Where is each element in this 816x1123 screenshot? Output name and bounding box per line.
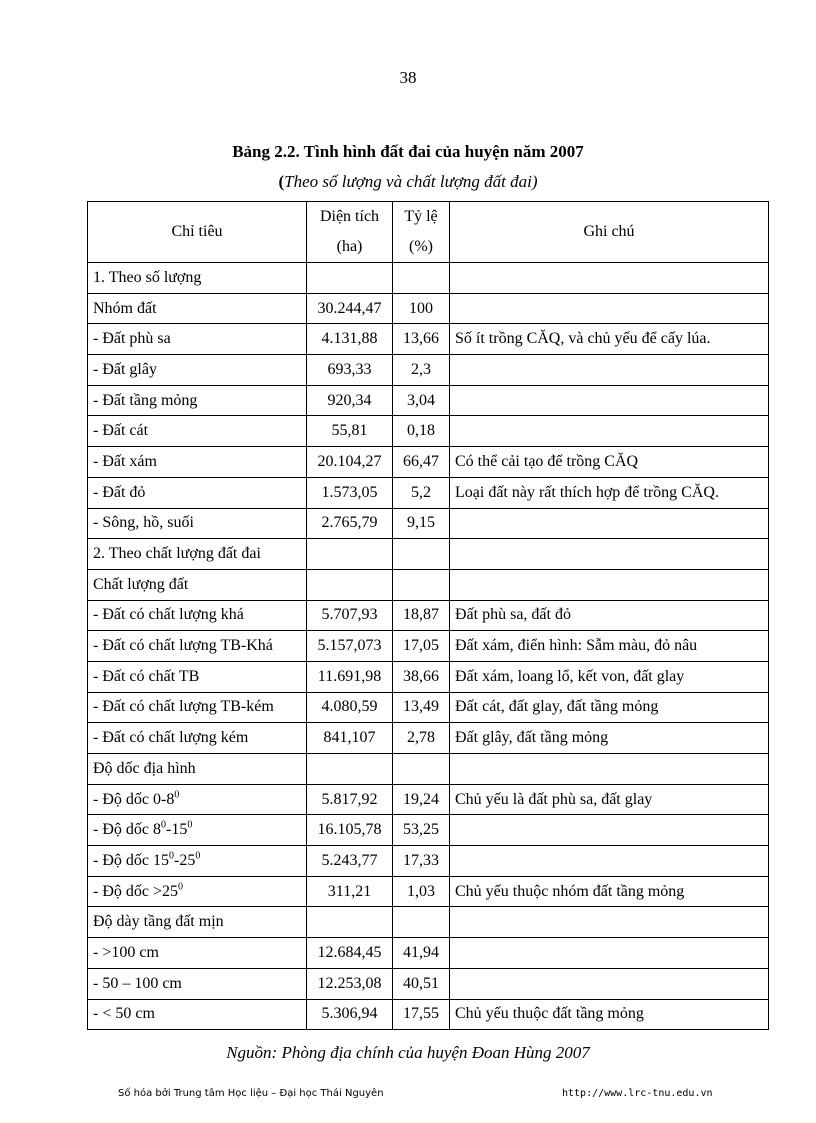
cell-indicator xyxy=(88,447,307,478)
degree-superscript: 0 xyxy=(187,819,193,831)
land-table xyxy=(87,201,769,1030)
table-row xyxy=(88,385,769,416)
table-row xyxy=(88,876,769,907)
cell-note xyxy=(450,385,769,416)
indicator-text: - Độ dốc 8 xyxy=(93,821,161,839)
indicator-text: - Đất đỏ xyxy=(93,483,146,501)
cell-area: 5.306,94 xyxy=(307,999,393,1030)
cell-indicator xyxy=(88,385,307,416)
indicator-text: - Đất glây xyxy=(93,360,157,378)
cell-area: 2.765,79 xyxy=(307,508,393,539)
header-ratio-line1: Tỷ lệ xyxy=(404,208,438,225)
footer-left: Số hóa bởi Trung tâm Học liệu – Đại học Thái Nguyên xyxy=(118,1088,384,1099)
cell-note: Đất cát, đất glay, đất tầng mỏng xyxy=(450,692,769,723)
cell-area: 16.105,78 xyxy=(307,815,393,846)
degree-superscript: 0 xyxy=(174,789,180,801)
cell-note: Chủ yếu thuộc nhóm đất tầng mỏng xyxy=(450,876,769,907)
cell-note xyxy=(450,846,769,877)
cell-ratio: 53,25 xyxy=(393,815,450,846)
cell-area xyxy=(307,754,393,785)
indicator-text: - 50 – 100 cm xyxy=(93,974,182,992)
cell-ratio: 17,05 xyxy=(393,631,450,662)
subtitle-open-paren: ( xyxy=(278,172,285,191)
cell-area xyxy=(307,569,393,600)
indicator-text: - >100 cm xyxy=(93,943,159,961)
table-row xyxy=(88,263,769,294)
cell-area: 20.104,27 xyxy=(307,447,393,478)
cell-ratio: 18,87 xyxy=(393,600,450,631)
cell-indicator xyxy=(88,968,307,999)
indicator-text: - Đất có chất lượng TB-Khá xyxy=(93,637,273,655)
indicator-text: - Đất có chất lượng kém xyxy=(93,729,249,747)
indicator-text: Độ dày tầng đất mịn xyxy=(93,913,224,931)
indicator-text: 2. Theo chất lượng đất đai xyxy=(93,545,261,563)
indicator-text: Độ dốc địa hình xyxy=(93,759,196,777)
cell-area: 311,21 xyxy=(307,876,393,907)
indicator-text: - Đất có chất lượng TB-kém xyxy=(93,698,274,716)
table-row xyxy=(88,293,769,324)
cell-indicator xyxy=(88,784,307,815)
cell-indicator xyxy=(88,723,307,754)
cell-ratio: 13,66 xyxy=(393,324,450,355)
cell-note xyxy=(450,416,769,447)
cell-area xyxy=(307,263,393,294)
table-row xyxy=(88,600,769,631)
cell-note: Loại đất này rất thích hợp để trồng CĂQ. xyxy=(450,477,769,508)
cell-indicator xyxy=(88,569,307,600)
cell-area: 5.817,92 xyxy=(307,784,393,815)
table-row xyxy=(88,631,769,662)
cell-indicator xyxy=(88,999,307,1030)
table-row xyxy=(88,968,769,999)
table-row xyxy=(88,324,769,355)
cell-indicator xyxy=(88,477,307,508)
cell-ratio: 5,2 xyxy=(393,477,450,508)
cell-indicator xyxy=(88,293,307,324)
cell-indicator xyxy=(88,324,307,355)
cell-ratio: 66,47 xyxy=(393,447,450,478)
cell-indicator xyxy=(88,355,307,386)
cell-note xyxy=(450,508,769,539)
cell-indicator xyxy=(88,508,307,539)
cell-area: 5.707,93 xyxy=(307,600,393,631)
indicator-text: - Đất có chất lượng khá xyxy=(93,606,244,624)
cell-area: 841,107 xyxy=(307,723,393,754)
table-row xyxy=(88,416,769,447)
indicator-text: - Độ dốc 0-8 xyxy=(93,790,175,808)
degree-superscript: 0 xyxy=(195,850,201,862)
indicator-text: Chất lượng đất xyxy=(93,575,189,593)
cell-ratio xyxy=(393,754,450,785)
cell-ratio: 2,3 xyxy=(393,355,450,386)
table-row xyxy=(88,508,769,539)
cell-area: 4.080,59 xyxy=(307,692,393,723)
table-row xyxy=(88,754,769,785)
header-indicator: Chỉ tiêu xyxy=(88,202,307,263)
table-row xyxy=(88,692,769,723)
table-header xyxy=(88,202,769,263)
cell-note: Đất glây, đất tầng mỏng xyxy=(450,723,769,754)
cell-note xyxy=(450,293,769,324)
table-row xyxy=(88,846,769,877)
table-row xyxy=(88,447,769,478)
cell-ratio: 1,03 xyxy=(393,876,450,907)
cell-ratio: 9,15 xyxy=(393,508,450,539)
table-row xyxy=(88,661,769,692)
table-row xyxy=(88,938,769,969)
indicator-text: - Đất tầng mỏng xyxy=(93,391,198,409)
cell-indicator xyxy=(88,539,307,570)
indicator-text: - Đất xám xyxy=(93,452,157,470)
indicator-text-mid: -15 xyxy=(165,821,188,839)
cell-area: 920,34 xyxy=(307,385,393,416)
cell-note xyxy=(450,968,769,999)
cell-ratio: 38,66 xyxy=(393,661,450,692)
table-subtitle xyxy=(0,172,816,192)
cell-ratio: 17,33 xyxy=(393,846,450,877)
table-row xyxy=(88,784,769,815)
page-number: 38 xyxy=(399,68,417,87)
cell-note: Đất phù sa, đất đỏ xyxy=(450,600,769,631)
indicator-text: - Đất phù sa xyxy=(93,330,171,348)
header-area xyxy=(307,202,393,263)
cell-ratio xyxy=(393,539,450,570)
cell-note: Chủ yếu thuộc đất tầng mỏng xyxy=(450,999,769,1030)
cell-area: 11.691,98 xyxy=(307,661,393,692)
cell-indicator xyxy=(88,600,307,631)
cell-ratio: 3,04 xyxy=(393,385,450,416)
indicator-text: - Độ dốc 15 xyxy=(93,851,169,869)
subtitle-text: Theo số lượng và chất lượng đất đai) xyxy=(284,172,538,191)
cell-area: 1.573,05 xyxy=(307,477,393,508)
indicator-text: - < 50 cm xyxy=(93,1005,155,1023)
cell-ratio: 100 xyxy=(393,293,450,324)
cell-note xyxy=(450,938,769,969)
cell-indicator xyxy=(88,938,307,969)
table-row xyxy=(88,815,769,846)
table-row xyxy=(88,907,769,938)
header-ratio xyxy=(393,202,450,263)
cell-ratio xyxy=(393,907,450,938)
table-row xyxy=(88,569,769,600)
cell-area xyxy=(307,539,393,570)
table-row xyxy=(88,999,769,1030)
cell-area: 55,81 xyxy=(307,416,393,447)
cell-indicator xyxy=(88,754,307,785)
cell-note xyxy=(450,754,769,785)
indicator-text-mid: -25 xyxy=(173,851,196,869)
cell-ratio: 13,49 xyxy=(393,692,450,723)
table-row xyxy=(88,477,769,508)
table-title: Bảng 2.2. Tình hình đất đai của huyện năm 2007 xyxy=(232,142,584,161)
cell-indicator xyxy=(88,846,307,877)
table-body xyxy=(88,263,769,1030)
table-row xyxy=(88,355,769,386)
footer-url[interactable]: http://www.lrc-tnu.edu.vn xyxy=(562,1088,713,1099)
cell-note: Đất xám, loang lổ, kết von, đất glay xyxy=(450,661,769,692)
cell-ratio: 2,78 xyxy=(393,723,450,754)
indicator-text: - Độ dốc >25 xyxy=(93,882,179,900)
cell-area: 4.131,88 xyxy=(307,324,393,355)
cell-note xyxy=(450,815,769,846)
header-note: Ghi chú xyxy=(450,202,769,263)
cell-area: 30.244,47 xyxy=(307,293,393,324)
cell-note xyxy=(450,907,769,938)
cell-area xyxy=(307,907,393,938)
header-area-line1: Diện tích xyxy=(319,208,380,225)
header-ratio-line2: (%) xyxy=(409,238,433,255)
cell-ratio: 17,55 xyxy=(393,999,450,1030)
cell-note: Đất xám, điển hình: Sẫm màu, đỏ nâu xyxy=(450,631,769,662)
cell-ratio: 19,24 xyxy=(393,784,450,815)
cell-indicator xyxy=(88,263,307,294)
indicator-text: - Đất có chất TB xyxy=(93,667,200,685)
indicator-text: Nhóm đất xyxy=(93,299,157,317)
cell-indicator xyxy=(88,692,307,723)
cell-indicator xyxy=(88,416,307,447)
cell-ratio: 40,51 xyxy=(393,968,450,999)
cell-note: Có thể cải tạo để trồng CĂQ xyxy=(450,447,769,478)
cell-indicator xyxy=(88,815,307,846)
cell-ratio: 41,94 xyxy=(393,938,450,969)
cell-ratio xyxy=(393,569,450,600)
cell-note: Số ít trồng CĂQ, và chủ yếu để cấy lúa. xyxy=(450,324,769,355)
table-source: Nguồn: Phòng địa chính của huyện Đoan Hùng 2007 xyxy=(226,1043,590,1062)
cell-area: 5.157,073 xyxy=(307,631,393,662)
cell-indicator xyxy=(88,907,307,938)
indicator-text: - Đất cát xyxy=(93,422,149,440)
cell-area: 12.253,08 xyxy=(307,968,393,999)
cell-indicator xyxy=(88,631,307,662)
table-row xyxy=(88,539,769,570)
cell-note xyxy=(450,263,769,294)
cell-area: 12.684,45 xyxy=(307,938,393,969)
cell-note xyxy=(450,569,769,600)
header-area-line2: (ha) xyxy=(336,238,363,255)
cell-note: Chủ yếu là đất phù sa, đất glay xyxy=(450,784,769,815)
cell-note xyxy=(450,355,769,386)
cell-ratio: 0,18 xyxy=(393,416,450,447)
cell-indicator xyxy=(88,876,307,907)
indicator-text: - Sông, hồ, suối xyxy=(93,514,194,532)
cell-indicator xyxy=(88,661,307,692)
cell-area: 5.243,77 xyxy=(307,846,393,877)
cell-ratio xyxy=(393,263,450,294)
degree-superscript: 0 xyxy=(160,819,166,831)
degree-superscript: 0 xyxy=(168,850,174,862)
table-row xyxy=(88,723,769,754)
indicator-text: 1. Theo số lượng xyxy=(93,268,202,286)
cell-note xyxy=(450,539,769,570)
degree-superscript: 0 xyxy=(178,881,184,893)
cell-area: 693,33 xyxy=(307,355,393,386)
